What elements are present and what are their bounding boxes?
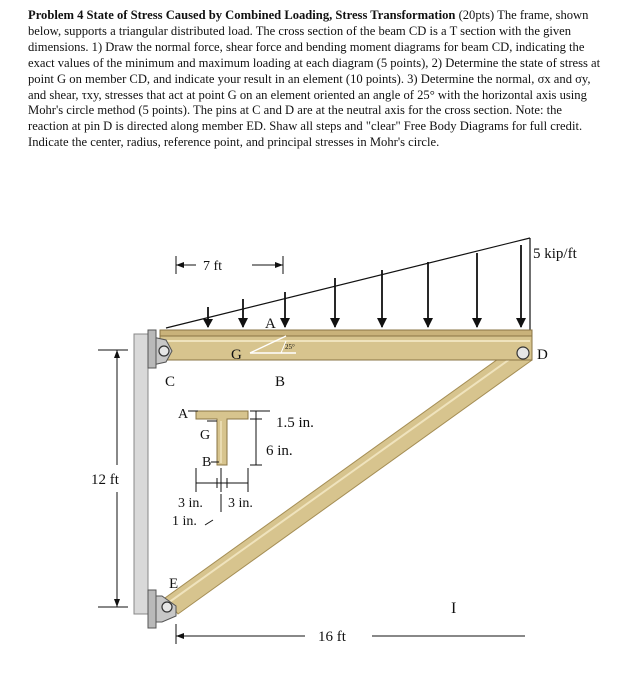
load-arrowhead-7 — [472, 318, 482, 328]
dim-7ft — [176, 256, 283, 274]
point-E-label: E — [169, 576, 179, 592]
point-B-label: B — [275, 374, 286, 390]
dim-16ft-label: 16 ft — [318, 629, 346, 645]
point-G-label: G — [231, 347, 242, 363]
angle-label: 25° — [285, 343, 295, 351]
load-arrowhead-6 — [423, 318, 433, 328]
load-hypotenuse — [166, 238, 530, 328]
text-cursor-glyph: I — [451, 600, 457, 617]
wall — [134, 334, 148, 614]
section-flange-thickness-label: 1.5 in. — [276, 415, 314, 431]
section-depth-label: 6 in. — [266, 443, 293, 459]
problem-title: Problem 4 State of Stress Caused by Combined Loading, Stress Transformation — [28, 8, 456, 22]
dim-16ft — [176, 624, 525, 644]
distributed-load-arrows — [203, 245, 526, 328]
dim-7ft-label: 7 ft — [203, 259, 223, 274]
section-point-B-label: B — [202, 455, 212, 470]
load-arrowhead-8 — [516, 318, 526, 328]
load-arrowhead-2 — [238, 318, 248, 328]
member-ED — [165, 344, 532, 614]
section-half-width-right-label: 3 in. — [228, 496, 253, 511]
load-arrowhead-5 — [377, 318, 387, 328]
load-arrowhead-1 — [203, 319, 213, 328]
section-point-G-label: G — [200, 428, 211, 443]
section-web-thickness-label: 1 in. — [172, 514, 197, 529]
point-C-label: C — [165, 374, 176, 390]
problem-points: (20pts) — [458, 8, 495, 22]
section-half-width-left-label: 3 in. — [178, 496, 203, 511]
section-point-A-label: A — [178, 407, 189, 422]
dim-12ft-label: 12 ft — [91, 472, 119, 488]
load-arrowhead-3 — [280, 318, 290, 328]
beam-CD — [160, 330, 532, 360]
problem-body: The frame, shown below, supports a triangular distributed load. The cross section of the beam CD is a T section with the given dimensions. 1) Draw the normal force, shear force and bending moment diagrams for beam CD, indicating the exact values of the minimum and maximum loading at each diagram (5 points), 2) Determine the state of stress at point G on member CD, and indicate your result in an element (10 points). 3) Determine the normal, σx and σy, and shear, τxy, stresses that act at point G on an element oriented an angle of 25° with the horizontal axis using Mohr's circle method (5 points). The pins at C and D are at the neutral axis for the cross section. Note: the reaction at pin D is directed along member ED. Shaw all steps and "clear" Free Body Diagrams for full credit. Indicate the center, radius, reference point, and principal stresses in Mohr's circle. — [28, 8, 601, 150]
pin-D — [517, 347, 529, 359]
load-label: 5 kip/ft — [533, 246, 577, 262]
point-A-label: A — [265, 316, 276, 332]
point-D-label: D — [537, 347, 548, 363]
load-arrowhead-4 — [330, 318, 340, 328]
triangular-load — [166, 238, 530, 330]
